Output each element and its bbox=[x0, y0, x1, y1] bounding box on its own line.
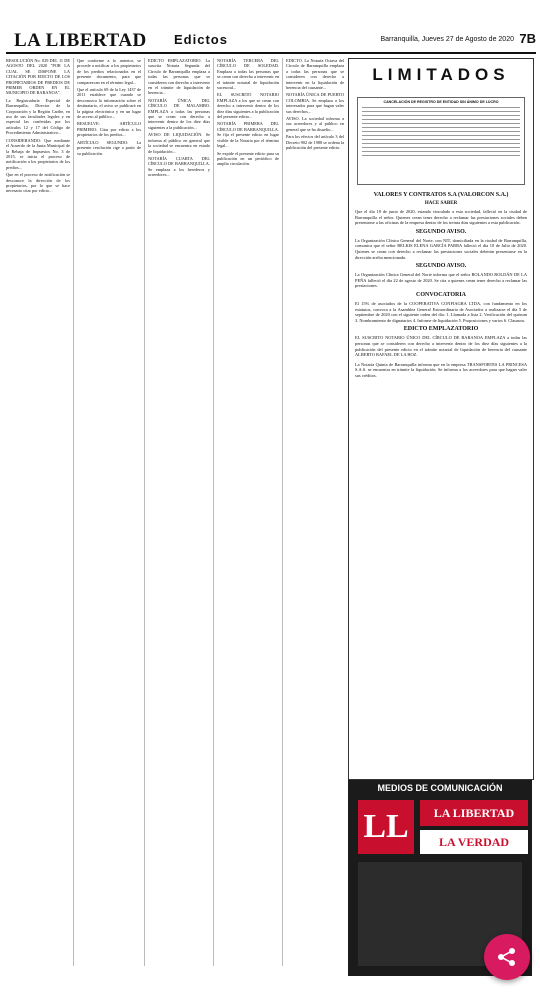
paragraph: Se expide el presente edicto para su publicación en un periódico de amplia circulación. bbox=[217, 150, 279, 167]
paragraph: Para los efectos del artículo 3 del Decreto 902 de 1988 se ordena la publicación del presente edicto. bbox=[286, 134, 344, 151]
dateline: Barranquilla, Jueves 27 de Agosto de 2020 bbox=[380, 36, 514, 43]
form-line bbox=[362, 115, 520, 116]
page-number: 7B bbox=[519, 31, 536, 46]
notice-title: CONVOCATORIA bbox=[416, 291, 466, 298]
notice-subtitle: HACE SABER bbox=[424, 201, 458, 206]
form-line bbox=[362, 139, 520, 140]
panel-notices bbox=[349, 189, 533, 378]
form-line bbox=[362, 147, 520, 148]
notice-text: La Notaría Quinta de Barranquilla informa que en la empresa TRANSPORTES LA PRINCESA S.A.S. se encuentra en trámite la liquidación. Se informa a los acreedores para que hagan valer sus créditos. bbox=[355, 361, 527, 378]
paragraph: NOTARÍA ÚNICA DE PUERTO COLOMBIA. Se emplaza a los interesados para que hagan valer sus derechos... bbox=[286, 92, 344, 114]
form-line bbox=[362, 155, 520, 156]
notice-title: VALORES Y CONTRATOS S.A (VALORCON S.A.) bbox=[373, 192, 509, 198]
paragraph: RESOLUCIÓN No. 029 DEL 11 DE AGOSTO DEL 2020 "POR LA CUAL SE DISPONE LA CITACIÓN POR EDICTO DE LOS PROPIETARIOS DE PREDIOS DE PRIMER ORDEN EN EL MUNICIPIO DE BARANOA". bbox=[6, 58, 70, 96]
paragraph: NOTARÍA ÚNICA DEL CÍRCULO DE MALAMBO. EMPLAZA a todas las personas que se crean con derecho a intervenir dentro de los diez días siguientes a la publicación... bbox=[148, 97, 210, 130]
paragraph: Que conforme a lo anterior, se procede a notificar a los propietarios de los predios relacionados en el presente documento, para que comparezcan en el término legal... bbox=[77, 58, 141, 85]
section-title: Edictos bbox=[174, 32, 228, 47]
notice-text: La Organización Clínica General del Norte informa que el señor ROLANDO ROLDÁN DE LA PEÑA falleció el día 22 de agosto de 2020. Se cita a quienes crean tener derecho a reclamar las prestaciones. bbox=[355, 272, 527, 289]
newspaper-header bbox=[6, 30, 536, 54]
form-line bbox=[362, 151, 520, 152]
registry-form bbox=[357, 97, 525, 185]
paragraph: AVISO DE LIQUIDACIÓN. Se informa al público en general que la sociedad se encuentra en estado de liquidación... bbox=[148, 132, 210, 154]
paragraph: RESUELVE: ARTÍCULO PRIMERO: Citar por edicto a los propietarios de los predios... bbox=[77, 121, 141, 138]
masthead: LA LIBERTAD bbox=[14, 30, 147, 51]
form-line bbox=[362, 111, 520, 112]
notice-title: SEGUNDO AVISO. bbox=[415, 263, 467, 270]
paragraph: EDICTO. La Notaría Octava del Círculo de Barranquilla emplaza a todas las personas que se consideren con derecho a intervenir en la liquidación de herencia del causante... bbox=[286, 58, 344, 91]
paragraph: La Registraduría Especial de Barranquilla, Director de la Corporación y la Región Caribe, en uso de sus facultades legales y en especial las conferidas por los artículos 12 y 17 del Código de Procedimiento Administrativo... bbox=[6, 97, 70, 136]
column-rule bbox=[73, 58, 74, 966]
paragraph: EL SUSCRITO NOTARIO EMPLAZA a los que se crean con derecho a intervenir dentro de los diez días siguientes a la publicación del presente edicto... bbox=[217, 92, 279, 120]
column-2 bbox=[77, 58, 141, 966]
form-heading: CANCELACIÓN DE REGISTRO DE ENTIDAD SIN ÁNIMO DE LUCRO bbox=[383, 100, 499, 104]
paragraph: Que el artículo 69 de la Ley 1437 de 2011 establece que cuando se desconozca la información sobre el destinatario, el aviso se publicará en la página electrónica y en un lugar de acceso al público... bbox=[77, 87, 141, 120]
paragraph: NOTARÍA CUARTA DEL CÍRCULO DE BARRANQUILLA. Se emplaza a los herederos y acreedores... bbox=[148, 155, 210, 178]
paragraph: NOTARÍA PRIMERA DEL CÍRCULO DE BARRANQUILLA. Se fija el presente edicto en lugar visible de la Notaría por el término legal... bbox=[217, 121, 279, 149]
form-line bbox=[362, 123, 520, 124]
column-1 bbox=[6, 58, 70, 966]
notice-text: La Organización Clínica General del Norte, con NIT, domiciliada en la ciudad de Barranquilla, comunica que el señor BELKIS ELENA GARCÍA PARRA falleció el día 10 de Julio de 2020. Quienes se crean con derecho a reclamar las prestaciones sociales deberán presentarse en la dirección arriba mencionada. bbox=[355, 237, 527, 260]
paragraph: EDICTO EMPLAZATORIO. La suscrita Notaria Segunda del Círculo de Barranquilla emplaza a todas las personas que se consideren con derecho a intervenir en el trámite de liquidación de herencia... bbox=[148, 58, 210, 96]
paragraph: Que en el proceso de notificación se desconoce la dirección de los propietarios, por lo que se hace necesario citar por edicto... bbox=[6, 172, 70, 194]
limitados-panel bbox=[348, 58, 534, 780]
paragraph: AVISO. La sociedad informa a sus acreedores y al público en general que se ha disuelto... bbox=[286, 116, 344, 132]
paragraph: NOTARÍA TERCERA DEL CÍRCULO DE SOLEDAD. Emplaza a todas las personas que se crean con derecho a intervenir en el trámite notarial de liquidación sucesoral... bbox=[217, 58, 279, 91]
column-rule bbox=[144, 58, 145, 966]
panel-title: LIMITADOS bbox=[372, 65, 510, 84]
column-4 bbox=[217, 58, 279, 966]
form-line bbox=[362, 135, 520, 136]
notice-title: SEGUNDO AVISO. bbox=[415, 228, 467, 235]
paragraph: CONSIDERANDO: Que mediante el Acuerdo de la Junta Municipal de la Rebaja de Impuestos No. 3 de 2015, se inicia el proceso de notificación a los propietarios de los predios... bbox=[6, 137, 70, 170]
newspaper-logo-icon: LL bbox=[358, 800, 414, 854]
form-line bbox=[362, 143, 520, 144]
share-icon bbox=[496, 946, 518, 968]
column-rule bbox=[282, 58, 283, 966]
share-button[interactable] bbox=[484, 934, 530, 980]
form-line bbox=[362, 107, 520, 108]
form-line bbox=[362, 127, 520, 128]
column-3 bbox=[148, 58, 210, 966]
ad-headline: MEDIOS DE COMUNICACIÓN bbox=[377, 783, 503, 793]
ad-name-verdad: LA VERDAD bbox=[420, 830, 528, 854]
notice-text: Que el día 18 de junio de 2020, estando vinculado a esta sociedad, falleció en la ciudad de Barranquilla el señor. Quienes crean tener derecho a reclamar las prestaciones sociales deben presentarse a las oficinas de la empresa dentro de los treinta días siguientes a esta publicación. bbox=[355, 209, 527, 226]
form-line bbox=[362, 131, 520, 132]
paragraph: ARTÍCULO SEGUNDO: La presente resolución rige a partir de su publicación. bbox=[77, 139, 141, 156]
form-line bbox=[362, 119, 520, 120]
notice-title: EDICTO EMPLAZATORIO bbox=[403, 326, 479, 333]
column-rule bbox=[213, 58, 214, 966]
ad-name-libertad: LA LIBERTAD bbox=[420, 800, 528, 826]
notice-text: EL SUSCRITO NOTARIO ÚNICO DEL CÍRCULO DE BARANOA EMPLAZA a todas las personas que se consideren con derecho a intervenir dentro de los diez días siguientes a la publicación del presente edicto en el trámite notarial de liquidación de herencia del causante ALBERTO RAFAEL DE LA HOZ. bbox=[355, 335, 527, 358]
notice-text: El 15% de asociados de la COOPERATIVA CONFIAGRA LTDA, con fundamento en los estatutos, convoca a la Asamblea General Extraordinaria de Asociados a realizarse el día 5 de septiembre de 2020 con el siguiente orden del día: 1. Llamada a lista 2. Verificación del quórum 3. Nombramiento de dignatarios 4. Informe de liquidación 5. Proposiciones y varios 6. Clausura. bbox=[355, 300, 527, 323]
column-5 bbox=[286, 58, 344, 966]
